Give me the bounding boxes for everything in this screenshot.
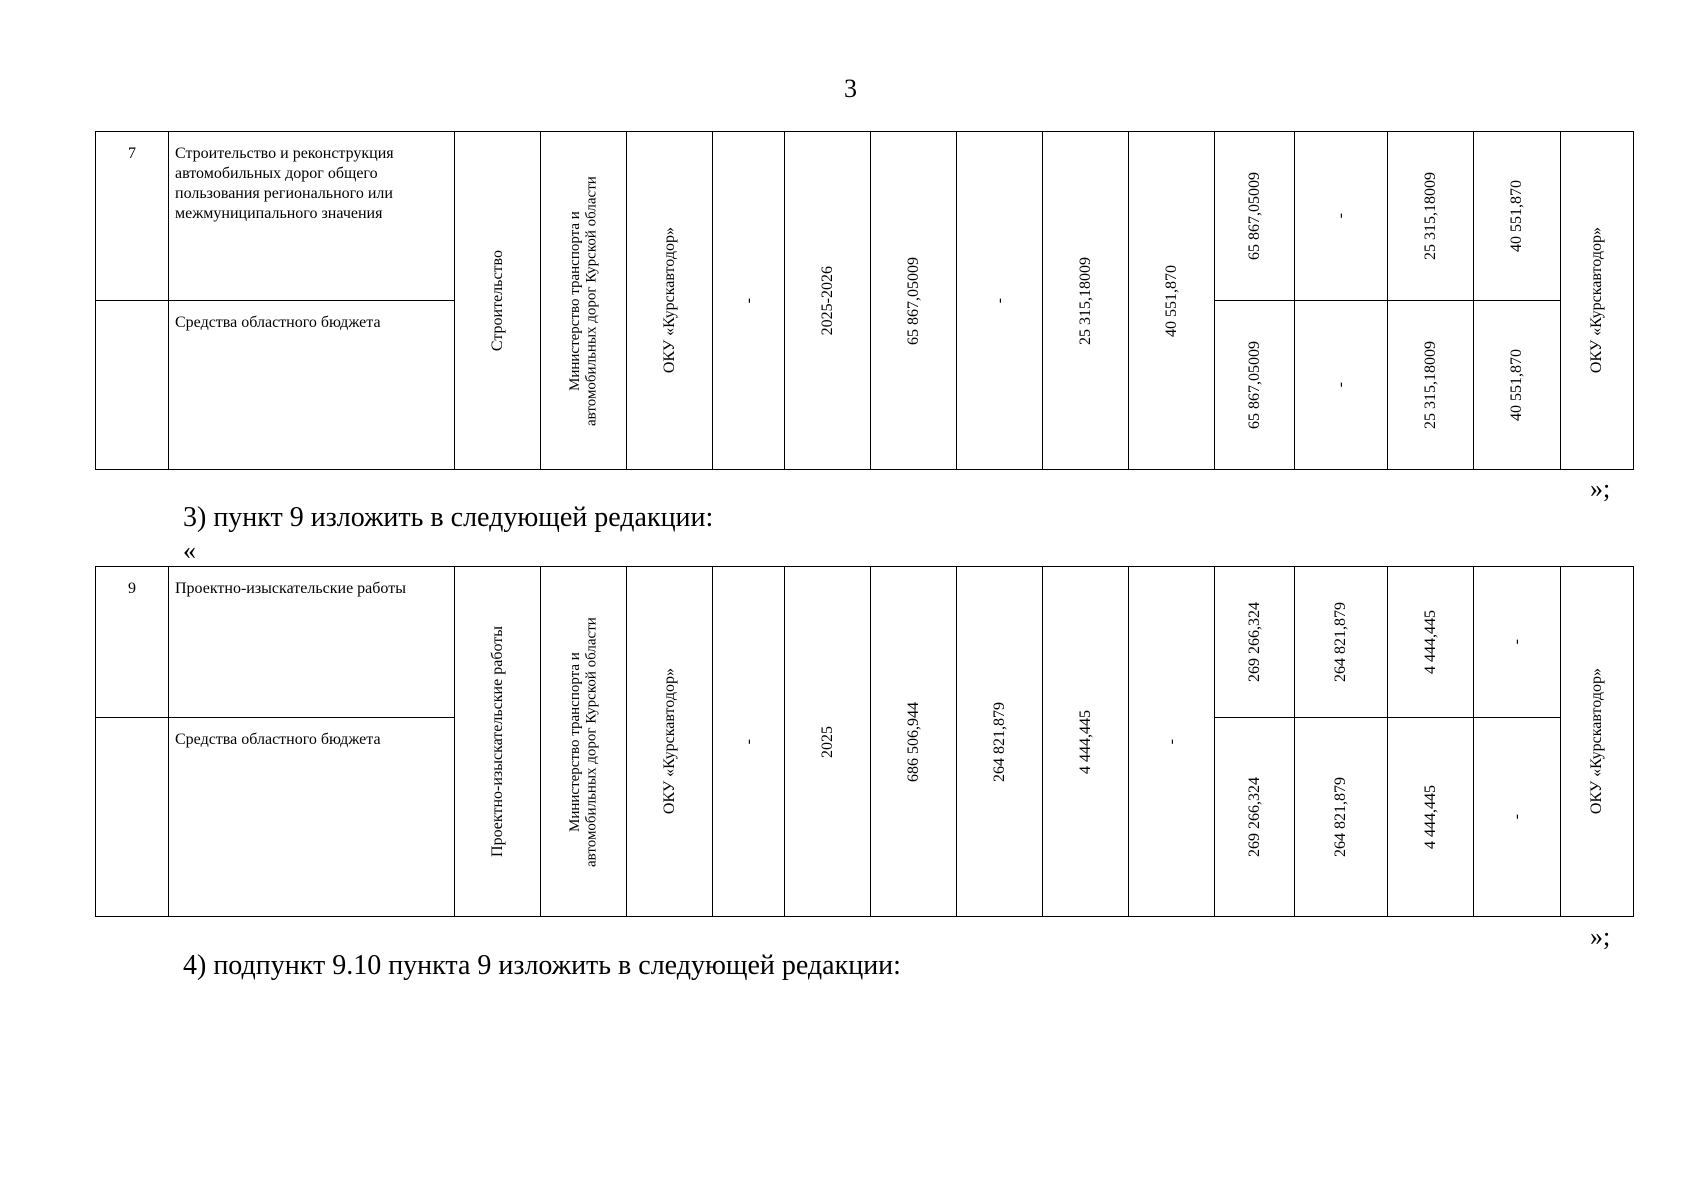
cell-value: - [1162, 738, 1180, 745]
funding-source: Средства областного бюджета [169, 718, 455, 917]
cell-value: 264 821,879 [990, 701, 1008, 782]
cell-value: 269 266,324 [1245, 602, 1263, 682]
table-item-9 [95, 566, 1634, 917]
cell-value: 4 444,445 [1421, 785, 1439, 849]
executor: ОКУ «Курскавтодор» [1588, 668, 1605, 815]
cell-value: - [739, 297, 757, 304]
cell-value: 4 444,445 [1076, 709, 1094, 774]
cell-value: - [739, 738, 757, 745]
cell-value: 269 266,324 [1245, 777, 1263, 857]
period: 2025-2026 [818, 265, 836, 336]
page-number: 3 [844, 74, 857, 103]
item-name: Проектно-изыскательские работы [169, 567, 455, 718]
cell-value: 264 821,879 [1332, 602, 1349, 682]
ministry: Министерство транспорта и автомобильных дорог Курской области [567, 175, 600, 426]
cell-value: 4 444,445 [1421, 610, 1439, 674]
table-item-7 [95, 131, 1634, 470]
ministry: Министерство транспорта и автомобильных дорог Курской области [567, 616, 600, 867]
funding-source: Средства областного бюджета [169, 301, 455, 470]
customer: ОКУ «Курскавтодор» [660, 227, 678, 374]
opening-quote: « [183, 536, 196, 565]
total-cost: 65 867,05009 [904, 256, 922, 345]
cell-value: 25 315,18009 [1421, 172, 1439, 260]
cell-value: 65 867,05009 [1245, 341, 1263, 429]
cell-value: - [1332, 213, 1349, 219]
work-type: Проектно-изыскательские работы [488, 626, 506, 857]
cell-value: - [1508, 639, 1525, 645]
cell-value: - [1508, 814, 1525, 820]
paragraph-3: 3) пункт 9 изложить в следующей редакции: [183, 502, 714, 533]
closing-quote: »; [1590, 922, 1611, 951]
cell-value: - [990, 297, 1008, 304]
cell-value: - [1332, 382, 1349, 388]
cell-value: 40 551,870 [1508, 349, 1525, 421]
paragraph-4: 4) подпункт 9.10 пункта 9 изложить в следующей редакции: [183, 950, 901, 981]
total-cost: 686 506,944 [904, 701, 922, 782]
executor: ОКУ «Курскавтодор» [1588, 227, 1605, 374]
cell-value: 65 867,05009 [1245, 172, 1263, 260]
row-number: 7 [96, 132, 169, 301]
work-type: Строительство [488, 249, 506, 352]
row-number: 9 [96, 567, 169, 718]
cell-value: 25 315,18009 [1076, 256, 1094, 345]
customer: ОКУ «Курскавтодор» [660, 668, 678, 815]
cell-value: 25 315,18009 [1421, 341, 1439, 429]
item-name: Строительство и реконструкция автомобильных дорог общего пользования регионального или межмуниципального значения [169, 132, 455, 301]
closing-quote: »; [1590, 474, 1611, 503]
cell-value: 40 551,870 [1508, 180, 1525, 252]
cell-value: 264 821,879 [1332, 777, 1349, 857]
period: 2025 [818, 725, 836, 758]
cell-value: 40 551,870 [1162, 264, 1180, 337]
